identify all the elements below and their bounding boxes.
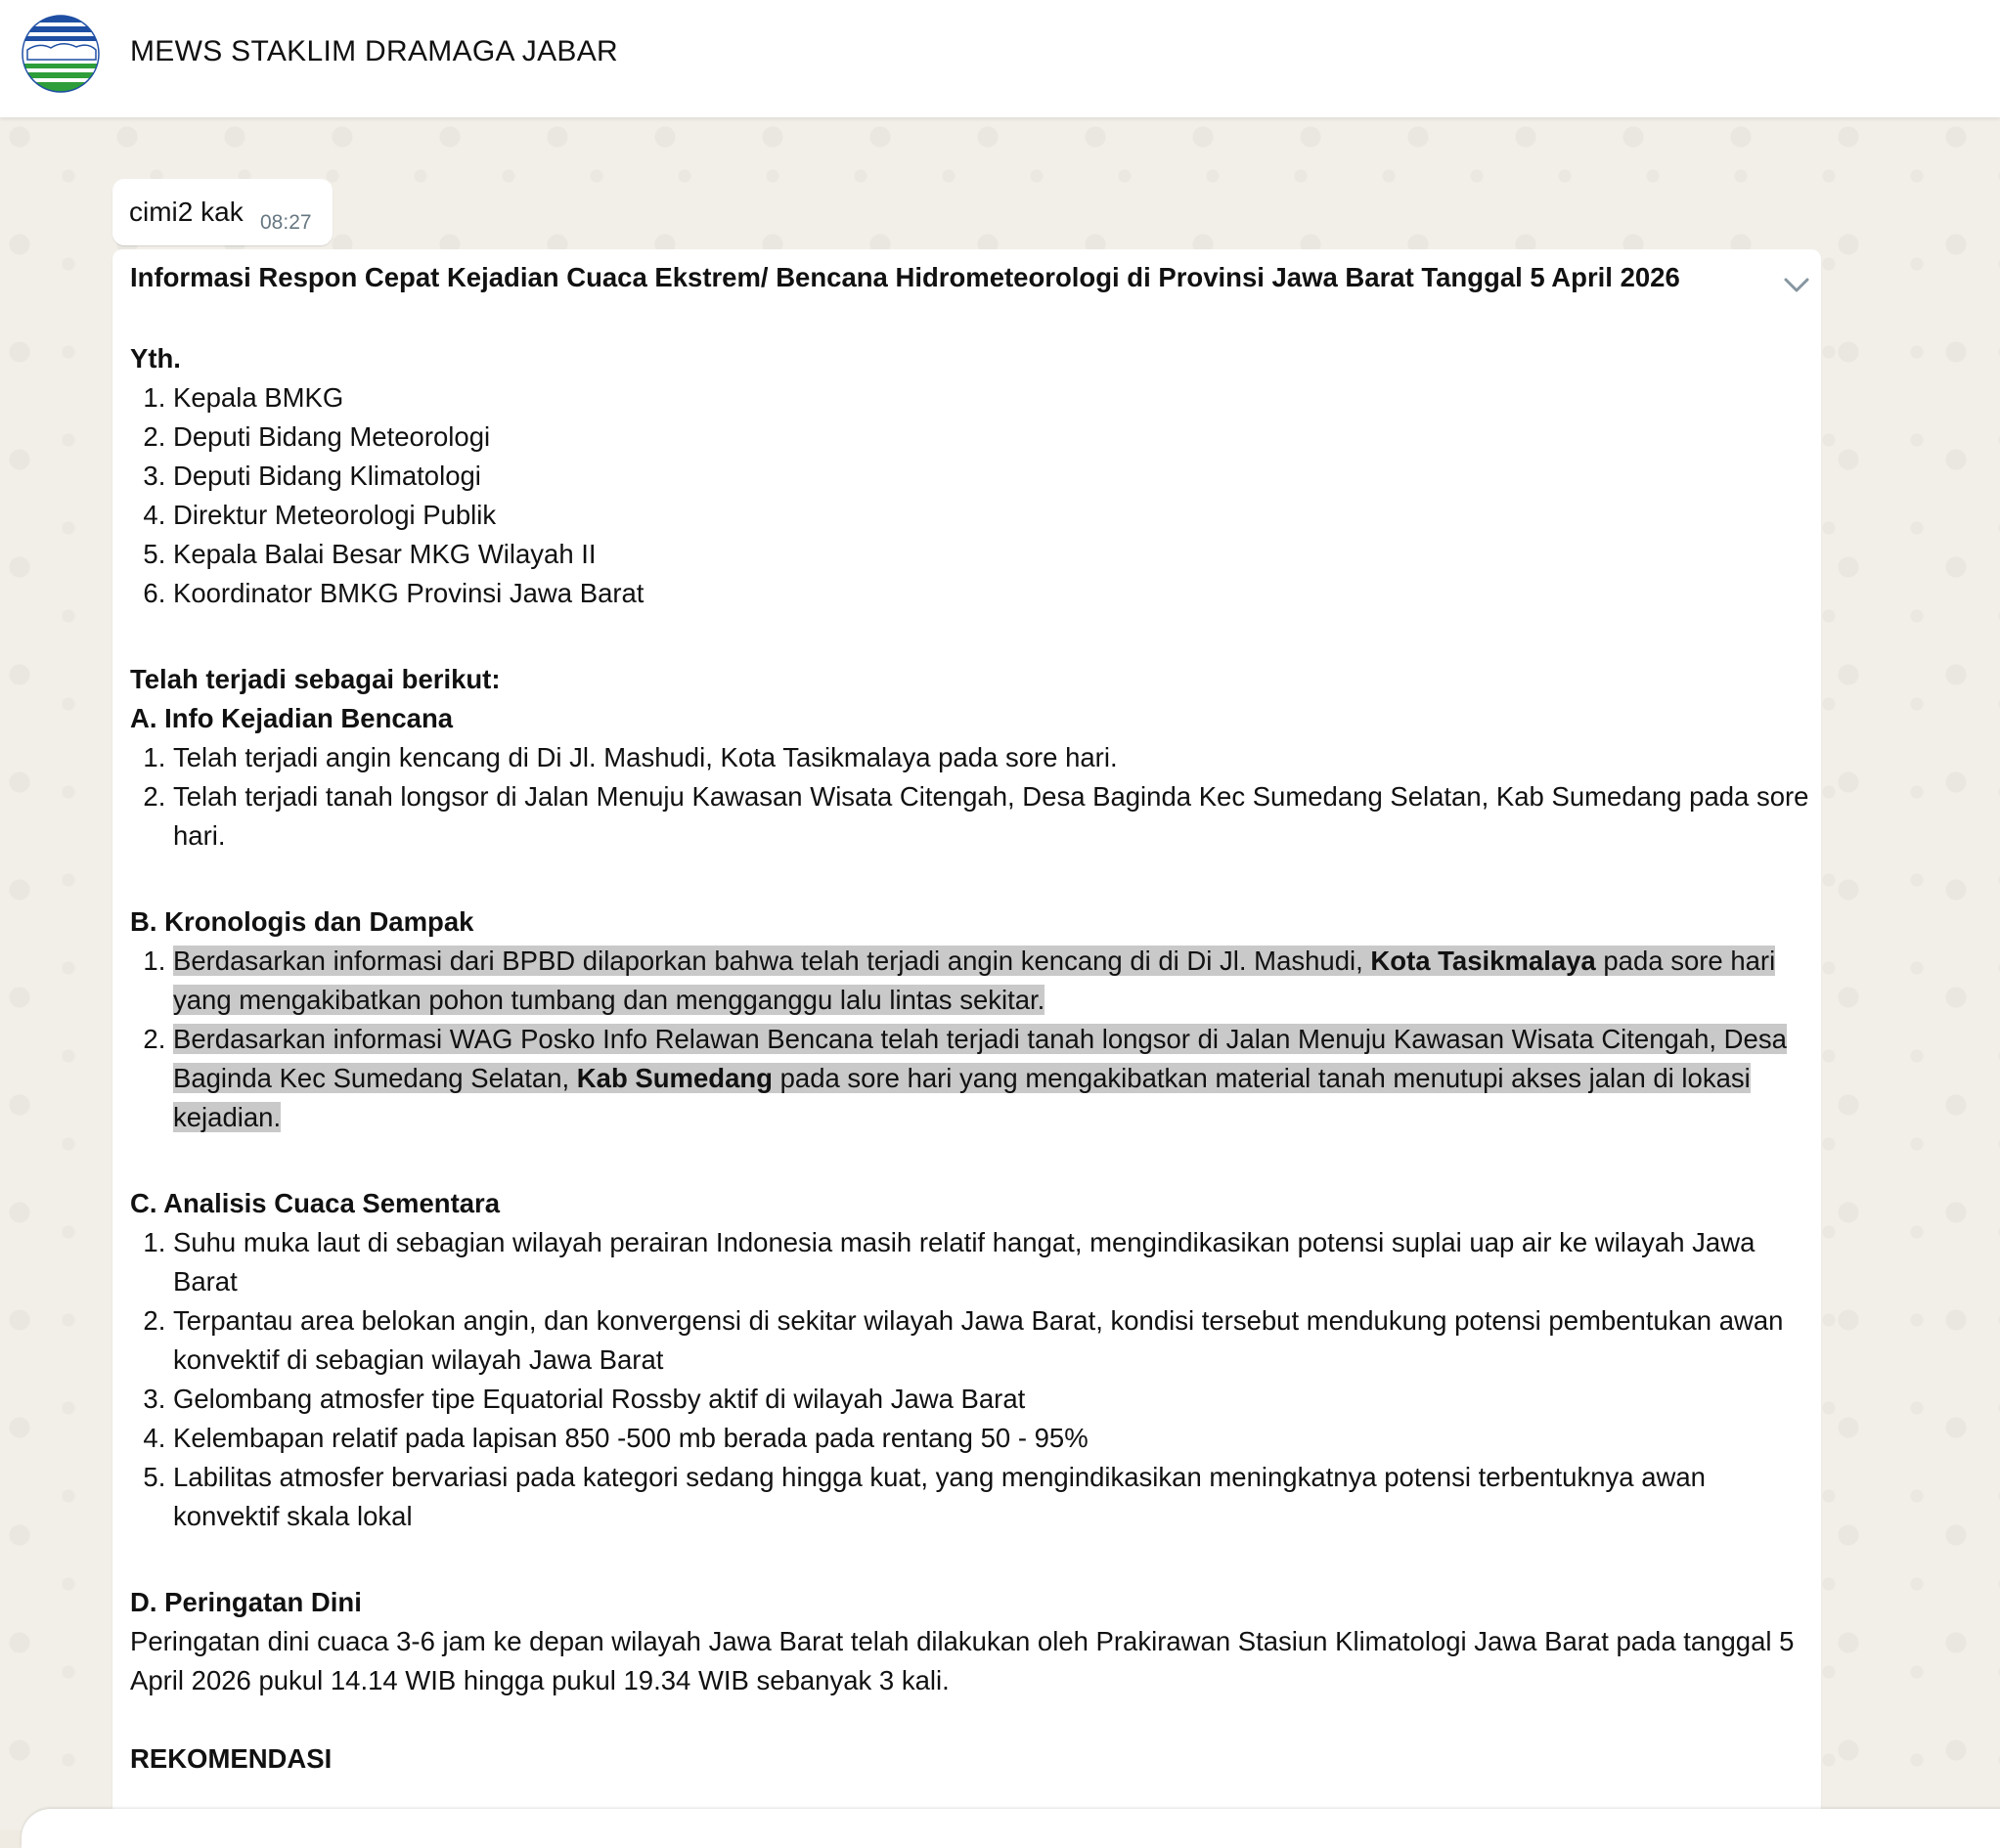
list-item: 2. Deputi Bidang Meteorologi (173, 418, 1812, 457)
list-item: 2. Terpantau area belokan angin, dan konvergensi di sekitar wilayah Jawa Barat, kondisi tersebut mendukung potensi pembentukan awan konvektif di sebagian wilayah Jawa Barat (173, 1301, 1812, 1380)
item-text: Berdasarkan informasi dari BPBD dilaporkan bahwa telah terjadi angin kencang di di Di Jl. Mashudi, (173, 946, 1371, 976)
chat-title[interactable]: MEWS STAKLIM DRAMAGA JABAR (130, 35, 618, 67)
section-c-list (130, 1223, 1812, 1536)
message-subject: Informasi Respon Cepat Kejadian Cuaca Ekstrem/ Bencana Hidrometeorologi di Provinsi Jawa Barat Tanggal 5 April 2026 (130, 262, 1680, 292)
item-text: Berdasarkan informasi WAG Posko Info Relawan Bencana telah terjadi tanah longsor di Jalan Menuju Kawasan Wisata Citengah, Desa Baginda Kec Sumedang Selatan, (173, 1024, 1787, 1093)
message-text: cimi2 kak (129, 197, 244, 227)
section-a-heading: A. Info Kejadian Bencana (130, 703, 454, 733)
chat-header (0, 0, 2000, 117)
section-a-list (130, 738, 1812, 856)
list-item: 3. Deputi Bidang Klimatologi (173, 457, 1812, 496)
occurred-heading: Telah terjadi sebagai berikut: (130, 664, 501, 694)
item-text: pada sore hari yang mengakibatkan pohon tumbang dan mengganggu lalu lintas sekitar. (173, 946, 1776, 1015)
section-d-heading: D. Peringatan Dini (130, 1587, 362, 1617)
section-d-text: Peringatan dini cuaca 3-6 jam ke depan wilayah Jawa Barat telah dilakukan oleh Prakirawan Stasiun Klimatologi Jawa Barat pada tanggal 5 April 2026 pukul 14.14 WIB hingga pukul 19.34 WIB sebanyak 3 kali. (130, 1626, 1795, 1695)
message-body (130, 339, 1812, 1779)
list-item: 1. Suhu muka laut di sebagian wilayah perairan Indonesia masih relatif hangat, mengindikasikan potensi suplai uap air ke wilayah Jawa Barat (173, 1223, 1812, 1301)
list-item: 4. Direktur Meteorologi Publik (173, 496, 1812, 535)
section-b-list (130, 942, 1812, 1137)
message-time: 08:27 (260, 211, 312, 234)
list-item: 6. Koordinator BMKG Provinsi Jawa Barat (173, 574, 1812, 613)
list-item (173, 942, 1812, 1020)
recommendation-heading: REKOMENDASI (130, 1743, 333, 1774)
composer-bar[interactable] (22, 1809, 2000, 1848)
item-text: pada sore hari yang mengakibatkan material tanah menutupi akses jalan di lokasi kejadian. (173, 1063, 1751, 1132)
yth-heading: Yth. (130, 343, 181, 374)
message-bubble-long[interactable] (112, 249, 1821, 1830)
bmkg-logo-icon[interactable] (22, 15, 100, 93)
list-item: 5. Labilitas atmosfer bervariasi pada kategori sedang hingga kuat, yang mengindikasikan meningkatnya potensi terbentuknya awan konvektif skala lokal (173, 1458, 1812, 1536)
list-item: 4. Kelembapan relatif pada lapisan 850 -500 mb berada pada rentang 50 - 95% (173, 1419, 1812, 1458)
list-item: 1. Telah terjadi angin kencang di Di Jl. Mashudi, Kota Tasikmalaya pada sore hari. (173, 738, 1812, 777)
list-item: 1. Kepala BMKG (173, 378, 1812, 418)
section-b-heading: B. Kronologis dan Dampak (130, 906, 474, 937)
list-item: 5. Kepala Balai Besar MKG Wilayah II (173, 535, 1812, 574)
section-c-heading: C. Analisis Cuaca Sementara (130, 1188, 501, 1218)
list-item: 2. Telah terjadi tanah longsor di Jalan Menuju Kawasan Wisata Citengah, Desa Baginda Kec Sumedang Selatan, Kab Sumedang pada sore hari. (173, 777, 1812, 856)
list-item: 3. Gelombang atmosfer tipe Equatorial Rossby aktif di wilayah Jawa Barat (173, 1380, 1812, 1419)
item-location: Kab Sumedang (576, 1063, 773, 1093)
recipient-list (130, 378, 1812, 613)
message-bubble[interactable] (112, 179, 333, 245)
item-location: Kota Tasikmalaya (1370, 946, 1596, 976)
chevron-down-icon[interactable] (1782, 273, 1811, 296)
list-item (173, 1020, 1812, 1137)
